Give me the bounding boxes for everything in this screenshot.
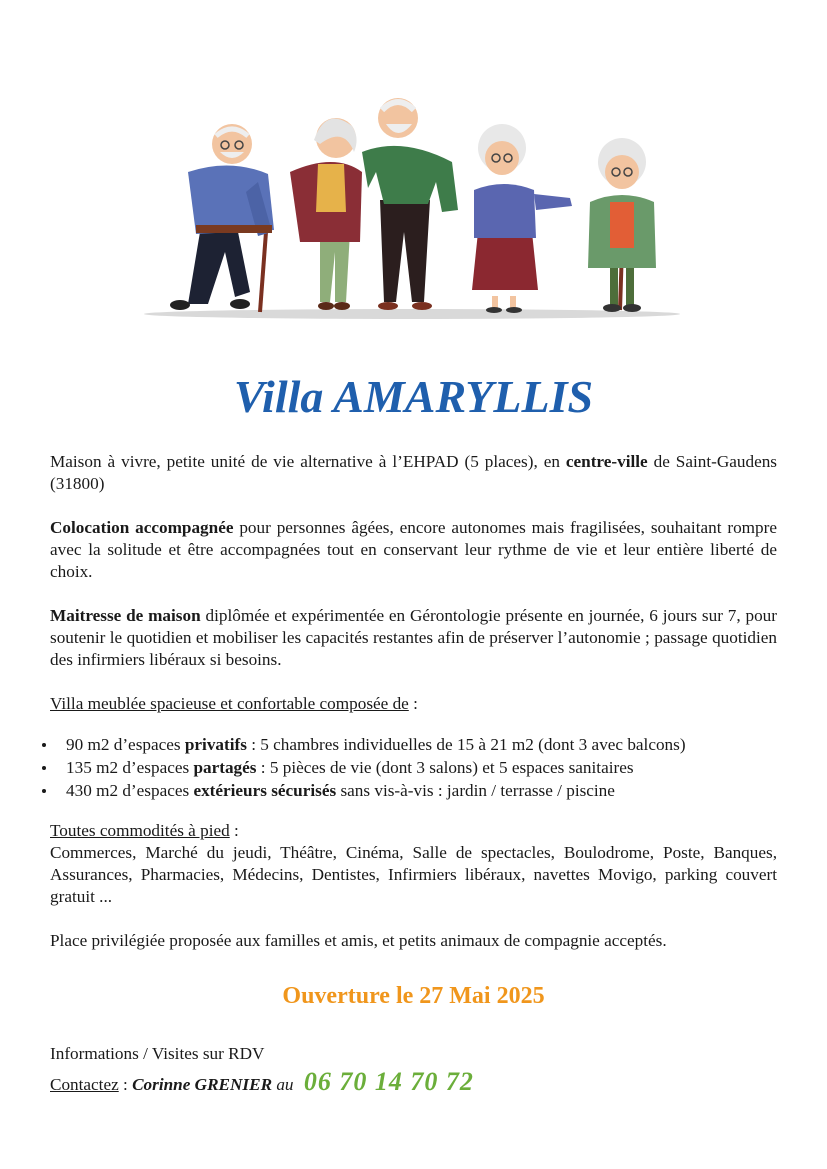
feature-text-pre: 90 m2 d’espaces [66,735,185,754]
maitresse-highlight: Maitresse de maison [50,606,201,625]
page-title: Villa AMARYLLIS [233,371,594,422]
ground-shadow [144,309,680,319]
feature-highlight: privatifs [184,735,247,754]
feature-text-pre: 430 m2 d’espaces [66,781,194,800]
opening-date: Ouverture le 27 Mai 2025 [282,983,545,1009]
commodities-heading: Toutes commodités à pied [50,821,230,840]
feature-highlight: partagés [193,758,257,777]
contact-label: Contactez [50,1075,119,1094]
feature-highlight: extérieurs sécurisés [193,781,337,800]
intro-highlight: centre-ville [565,452,648,471]
colocation-text: pour personnes âgées, encore autonomes mais fragilisées, souhaitant rompre avec la solitude et être accompagnées tout en conservant leur rythme de vie et leur entière liberté de choix. [50,518,777,581]
list-item [50,779,777,802]
contact-separator: : [118,1075,133,1094]
feature-text-post: sans vis-à-vis : jardin / terrasse / piscine [336,781,615,800]
commodities-list: Commerces, Marché du jeudi, Théâtre, Cinéma, Salle de spectacles, Boulodrome, Poste, Banques, Assurances, Pharmacies, Médecins, Dentistes, Infirmiers libéraux, navettes Movigo, parking couvert gratuit ... [50,843,777,906]
colocation-highlight: Colocation accompagnée [50,518,234,537]
commodities-paragraph [50,820,777,908]
list-item [50,733,777,756]
intro-text-start: Maison à vivre, petite unité de vie alternative à l’EHPAD (5 places), en [50,452,566,471]
intro-text-end: de Saint-Gaudens (31800) [50,452,777,493]
contact-au: au [272,1075,298,1094]
contact-line [50,1067,474,1097]
seniors-illustration [140,92,685,324]
families-paragraph: Place privilégiée proposée aux familles et amis, et petits animaux de compagnie acceptés. [50,931,667,950]
info-line: Informations / Visites sur RDV [50,1044,265,1063]
man-in-green-sweater-figure [362,98,458,310]
villa-description-underlined: Villa meublée spacieuse et confortable composée de [50,694,409,713]
maitresse-text: diplômée et expérimentée en Gérontologie présente en journée, 6 jours sur 7, pour soutenir le quotidien et mobiliser les capacités restantes afin de préserver l’autonomie ; passage quotidien des infirmiers libéraux si besoins. [50,606,778,669]
document-body [50,451,777,974]
small-woman-with-cane-figure [588,138,656,312]
contact-name: Corinne GRENIER [132,1075,273,1094]
colocation-paragraph [50,517,777,583]
woman-in-jacket-figure [290,118,362,310]
villa-description-colon: : [408,694,418,713]
maitresse-paragraph [50,605,777,671]
man-with-cane-figure [170,124,274,312]
villa-description-heading [50,693,777,715]
phone-number[interactable]: 06 70 14 70 72 [303,1067,474,1096]
features-list [50,733,777,802]
feature-text-post: : 5 pièces de vie (dont 3 salons) et 5 espaces sanitaires [256,758,634,777]
commodities-colon: : [229,821,239,840]
feature-text-pre: 135 m2 d’espaces [66,758,194,777]
list-item [50,756,777,779]
intro-paragraph [50,451,777,495]
curly-haired-woman-figure [472,124,572,313]
feature-text-post: : 5 chambres individuelles de 15 à 21 m2 (dont 3 avec balcons) [246,735,686,754]
